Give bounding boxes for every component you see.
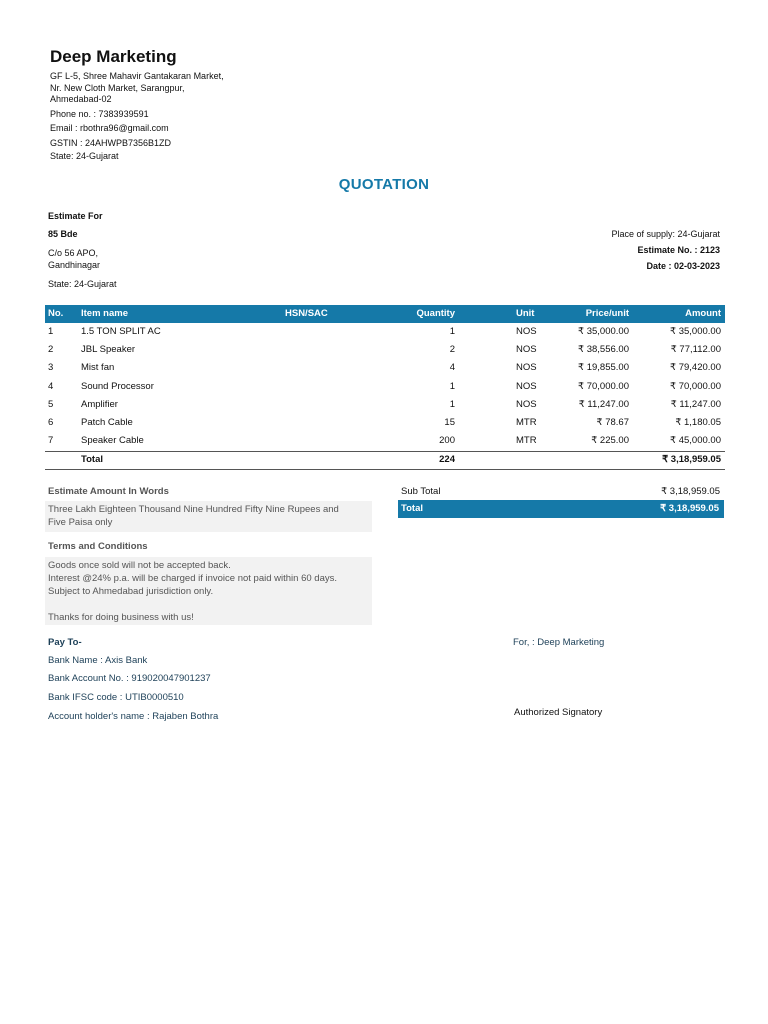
- bank-name: Bank Name : Axis Bank: [48, 655, 148, 666]
- company-address-line: Nr. New Cloth Market, Sarangpur,: [50, 82, 185, 93]
- table-row: [45, 432, 725, 450]
- table-divider: [45, 469, 725, 470]
- customer-name: 85 Bde: [48, 229, 78, 239]
- company-address-line: Ahmedabad-02: [50, 94, 112, 104]
- terms-line: [48, 598, 369, 611]
- row-no: 2: [48, 344, 54, 355]
- row-qty: 1: [449, 326, 455, 337]
- table-total-row: [45, 451, 725, 469]
- company-address: [50, 71, 224, 106]
- row-item: Speaker Cable: [81, 435, 144, 446]
- row-unit: NOS: [516, 399, 537, 410]
- header-item: Item name: [81, 308, 128, 319]
- grand-total-label: Total: [401, 503, 423, 514]
- amount-in-words-label: Estimate Amount In Words: [48, 486, 169, 497]
- row-price: ₹ 11,247.00: [578, 399, 629, 410]
- header-unit: Unit: [516, 308, 535, 319]
- customer-address-line: Gandhinagar: [48, 259, 101, 270]
- header-price: Price/unit: [585, 308, 629, 319]
- table-row: [45, 323, 725, 341]
- header-quantity: Quantity: [416, 308, 455, 319]
- row-price: ₹ 225.00: [591, 435, 629, 446]
- row-no: 4: [48, 381, 54, 392]
- header-no: No.: [48, 308, 64, 319]
- terms-line: Subject to Ahmedabad jurisdiction only.: [48, 586, 214, 597]
- terms-line: Thanks for doing business with us!: [48, 612, 194, 623]
- row-amount: ₹ 70,000.00: [670, 381, 721, 392]
- grand-total-value: ₹ 3,18,959.05: [660, 503, 719, 514]
- row-price: ₹ 19,855.00: [578, 362, 629, 373]
- subtotal-value: ₹ 3,18,959.05: [661, 486, 720, 497]
- row-unit: MTR: [516, 435, 537, 446]
- total-label: Total: [81, 454, 103, 465]
- terms-line: Interest @24% p.a. will be charged if invoice not paid within 60 days.: [48, 573, 337, 584]
- row-qty: 2: [449, 344, 455, 355]
- terms-label: Terms and Conditions: [48, 541, 148, 552]
- row-price: ₹ 38,556.00: [578, 344, 629, 355]
- header-hsn: HSN/SAC: [285, 308, 328, 319]
- table-row: [45, 378, 725, 396]
- row-price: ₹ 78.67: [596, 417, 629, 428]
- amount-in-words-line: Five Paisa only: [48, 517, 113, 528]
- row-unit: NOS: [516, 362, 537, 373]
- customer-address: [48, 248, 100, 271]
- estimate-number: Estimate No. : 2123: [637, 245, 720, 255]
- document-title: QUOTATION: [338, 176, 430, 193]
- grand-total-bar: [398, 500, 724, 518]
- row-item: Amplifier: [81, 399, 118, 410]
- row-amount: ₹ 11,247.00: [670, 399, 721, 410]
- row-no: 6: [48, 417, 54, 428]
- amount-in-words-box: [45, 501, 372, 532]
- place-of-supply: Place of supply: 24-Gujarat: [611, 229, 720, 239]
- terms-line: Goods once sold will not be accepted back.: [48, 560, 231, 571]
- customer-address-line: C/o 56 APO,: [48, 248, 99, 258]
- row-no: 7: [48, 435, 54, 446]
- table-row: [45, 414, 725, 432]
- row-qty: 1: [449, 399, 455, 410]
- row-price: ₹ 70,000.00: [578, 381, 629, 392]
- company-address-line: GF L-5, Shree Mahavir Gantakaran Market,: [50, 71, 224, 81]
- row-unit: NOS: [516, 344, 537, 355]
- signature-for: For, : Deep Marketing: [513, 637, 605, 648]
- row-qty: 1: [449, 381, 455, 392]
- company-state: State: 24-Gujarat: [50, 151, 119, 161]
- authorized-signatory-label: Authorized Signatory: [514, 707, 603, 718]
- row-item: JBL Speaker: [81, 344, 136, 355]
- row-qty: 4: [449, 362, 455, 373]
- header-amount: Amount: [685, 308, 721, 319]
- company-name: Deep Marketing: [50, 47, 177, 66]
- bank-ifsc-code: Bank IFSC code : UTIB0000510: [48, 692, 184, 703]
- row-qty: 15: [444, 417, 455, 428]
- subtotal-label: Sub Total: [401, 486, 441, 497]
- row-amount: ₹ 45,000.00: [670, 435, 721, 446]
- amount-in-words-line: Three Lakh Eighteen Thousand Nine Hundred Fifty Nine Rupees and: [48, 504, 339, 515]
- row-qty: 200: [439, 435, 455, 446]
- customer-state: State: 24-Gujarat: [48, 279, 117, 289]
- estimate-date: Date : 02-03-2023: [646, 261, 720, 271]
- row-unit: NOS: [516, 381, 537, 392]
- company-gstin: GSTIN : 24AHWPB7356B1ZD: [50, 138, 172, 148]
- row-unit: MTR: [516, 417, 537, 428]
- table-row: [45, 359, 725, 377]
- row-no: 3: [48, 362, 54, 373]
- items-table-header: [45, 305, 725, 323]
- company-phone: Phone no. : 7383939591: [50, 109, 149, 119]
- row-amount: ₹ 35,000.00: [670, 326, 721, 337]
- total-amount: ₹ 3,18,959.05: [662, 454, 721, 465]
- row-amount: ₹ 79,420.00: [670, 362, 721, 373]
- row-price: ₹ 35,000.00: [578, 326, 629, 337]
- row-no: 1: [48, 326, 54, 337]
- row-item: Patch Cable: [81, 417, 133, 428]
- terms-box: [45, 557, 372, 625]
- row-item: Sound Processor: [81, 381, 154, 392]
- row-unit: NOS: [516, 326, 537, 337]
- row-item: 1.5 TON SPLIT AC: [81, 326, 161, 337]
- row-item: Mist fan: [81, 362, 115, 373]
- row-amount: ₹ 77,112.00: [670, 344, 721, 355]
- account-holder-name: Account holder's name : Rajaben Bothra: [48, 711, 219, 722]
- table-row: [45, 341, 725, 359]
- bank-account-number: Bank Account No. : 919020047901237: [48, 673, 211, 684]
- row-no: 5: [48, 399, 54, 410]
- company-email: Email : rbothra96@gmail.com: [50, 123, 169, 133]
- total-quantity: 224: [439, 454, 455, 465]
- row-amount: ₹ 1,180.05: [675, 417, 721, 428]
- table-row: [45, 396, 725, 414]
- pay-to-label: Pay To-: [48, 637, 82, 648]
- estimate-for-label: Estimate For: [48, 211, 103, 221]
